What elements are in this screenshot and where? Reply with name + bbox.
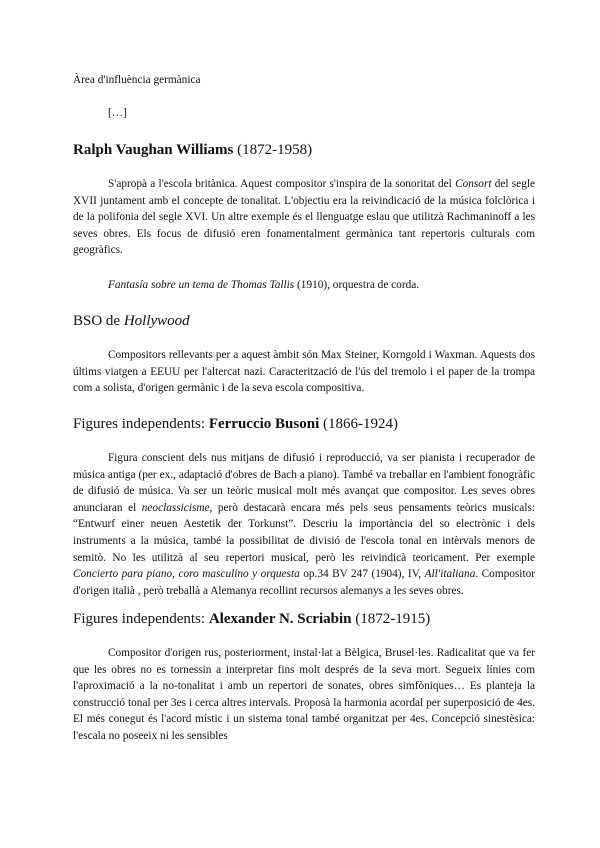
text-run: (1910), orquestra de corda. [294, 279, 420, 291]
paragraph-vaughan-williams [73, 176, 535, 259]
composer-name: Alexander N. Scriabin [208, 611, 352, 627]
heading-scriabin [73, 609, 430, 629]
paragraph-scriabin: Compositor d'origen rus, posteriorment, instal·lat a Bèlgica, Brusel·les. Radicalitat que va fer que les obres no es tornessin a interpretar fins molt després de la seva mort. Segueix línies com l'aproximació a la no-tonalitat i amb un repertori de sonates, obres simfòniques… Es planteja la construcció tonal per 3es i cerca altres intervals. Proposà la harmonia acordal per superposició de 4es. El més conegut és l'acord místic i un sistema tonal també organitzat per 4es. Concepció sinestèsica: l'escala no poseeix ni les sensibles [73, 647, 535, 742]
text-run-italic: Consort [455, 178, 492, 190]
heading-italic: Hollywood [123, 313, 190, 329]
text-run: S'apropà a l'escola britànica. Aquest compositor s'inspira de la sonoritat del [108, 178, 456, 190]
heading-text: BSO de [73, 313, 124, 329]
paragraph-busoni [73, 450, 535, 599]
text-run-italic: neoclassicisme [141, 501, 210, 514]
composer-name: Ferruccio Busoni [208, 416, 320, 432]
text-run: . Compositor d'origen italià , però treballà a Alemanya recollint recursos alemanys a les seves obres. [73, 568, 535, 597]
work-title: Concierto para piano, coro masculino y orquesta [73, 568, 300, 581]
heading-prefix: Figures independents: [73, 416, 209, 432]
heading-prefix: Figures independents: [73, 611, 209, 627]
composer-name: Ralph Vaughan Williams [73, 142, 234, 158]
heading-vaughan-williams [73, 140, 312, 160]
composer-dates: (1872-1958) [233, 142, 313, 158]
paragraph-hollywood: Compositors rellevants per a aquest àmbit són Max Steiner, Korngold i Waxman. Aquests dos últims viatgen a EEUU per l'altercat nazi. Caracterització de l'ús del tremolo i el paper de la trompa com a solista, d'origen germànic i de la seva escola compositiva. [73, 349, 535, 395]
text-run: , però destacarà encara més pels seus pensaments teòrics musicals: “Entwurf einer neuen Aestetik der Torkunst”. Descriu la importància del so electrònic i dels instruments a la música, també la possibilitat de divisió de l'escola tonal en intèrvals menors de semitò. No les utilitzà al seu repertori musical, però les reivindicà teoricament. Per exemple [73, 501, 535, 564]
work-title: Fantasía sobre un tema de Thomas Tallis [108, 279, 295, 291]
section-header: Àrea d'influència germànica [73, 74, 201, 86]
omission-marker: […] [108, 107, 127, 119]
heading-hollywood [73, 311, 190, 331]
work-title: All'italiana [424, 568, 476, 581]
paragraph-tallis [73, 277, 535, 294]
text-run: del segle XVII juntament amb el concepte de tonalitat. L'objectiu era la reivindicació de la música folclòrica i de la polifonia del segle XVI. Un altre exemple és el llenguatge eslau que utilitzà Rachmaninoff a les seves obres. Els focus de difusió eren fonamentalment germànica tant repertoris culturals com geogràfics. [73, 178, 535, 257]
text-run: Figura conscient dels nus mitjans de difusió i reproducció, va ser pianista i recuperador de música antiga (per ex., adaptació d'obres de Bach a piano). També va treballar en l'ambient fonogràfic de difusió de música. Va ser un teòric musical molt més avançat que compositor. Les seves obres anunciaran el [73, 452, 535, 514]
text-run: op.34 BV 247 (1904), IV, [299, 568, 425, 581]
composer-dates: (1866-1924) [319, 416, 398, 432]
heading-busoni [73, 414, 398, 434]
composer-dates: (1872-1915) [351, 611, 431, 627]
